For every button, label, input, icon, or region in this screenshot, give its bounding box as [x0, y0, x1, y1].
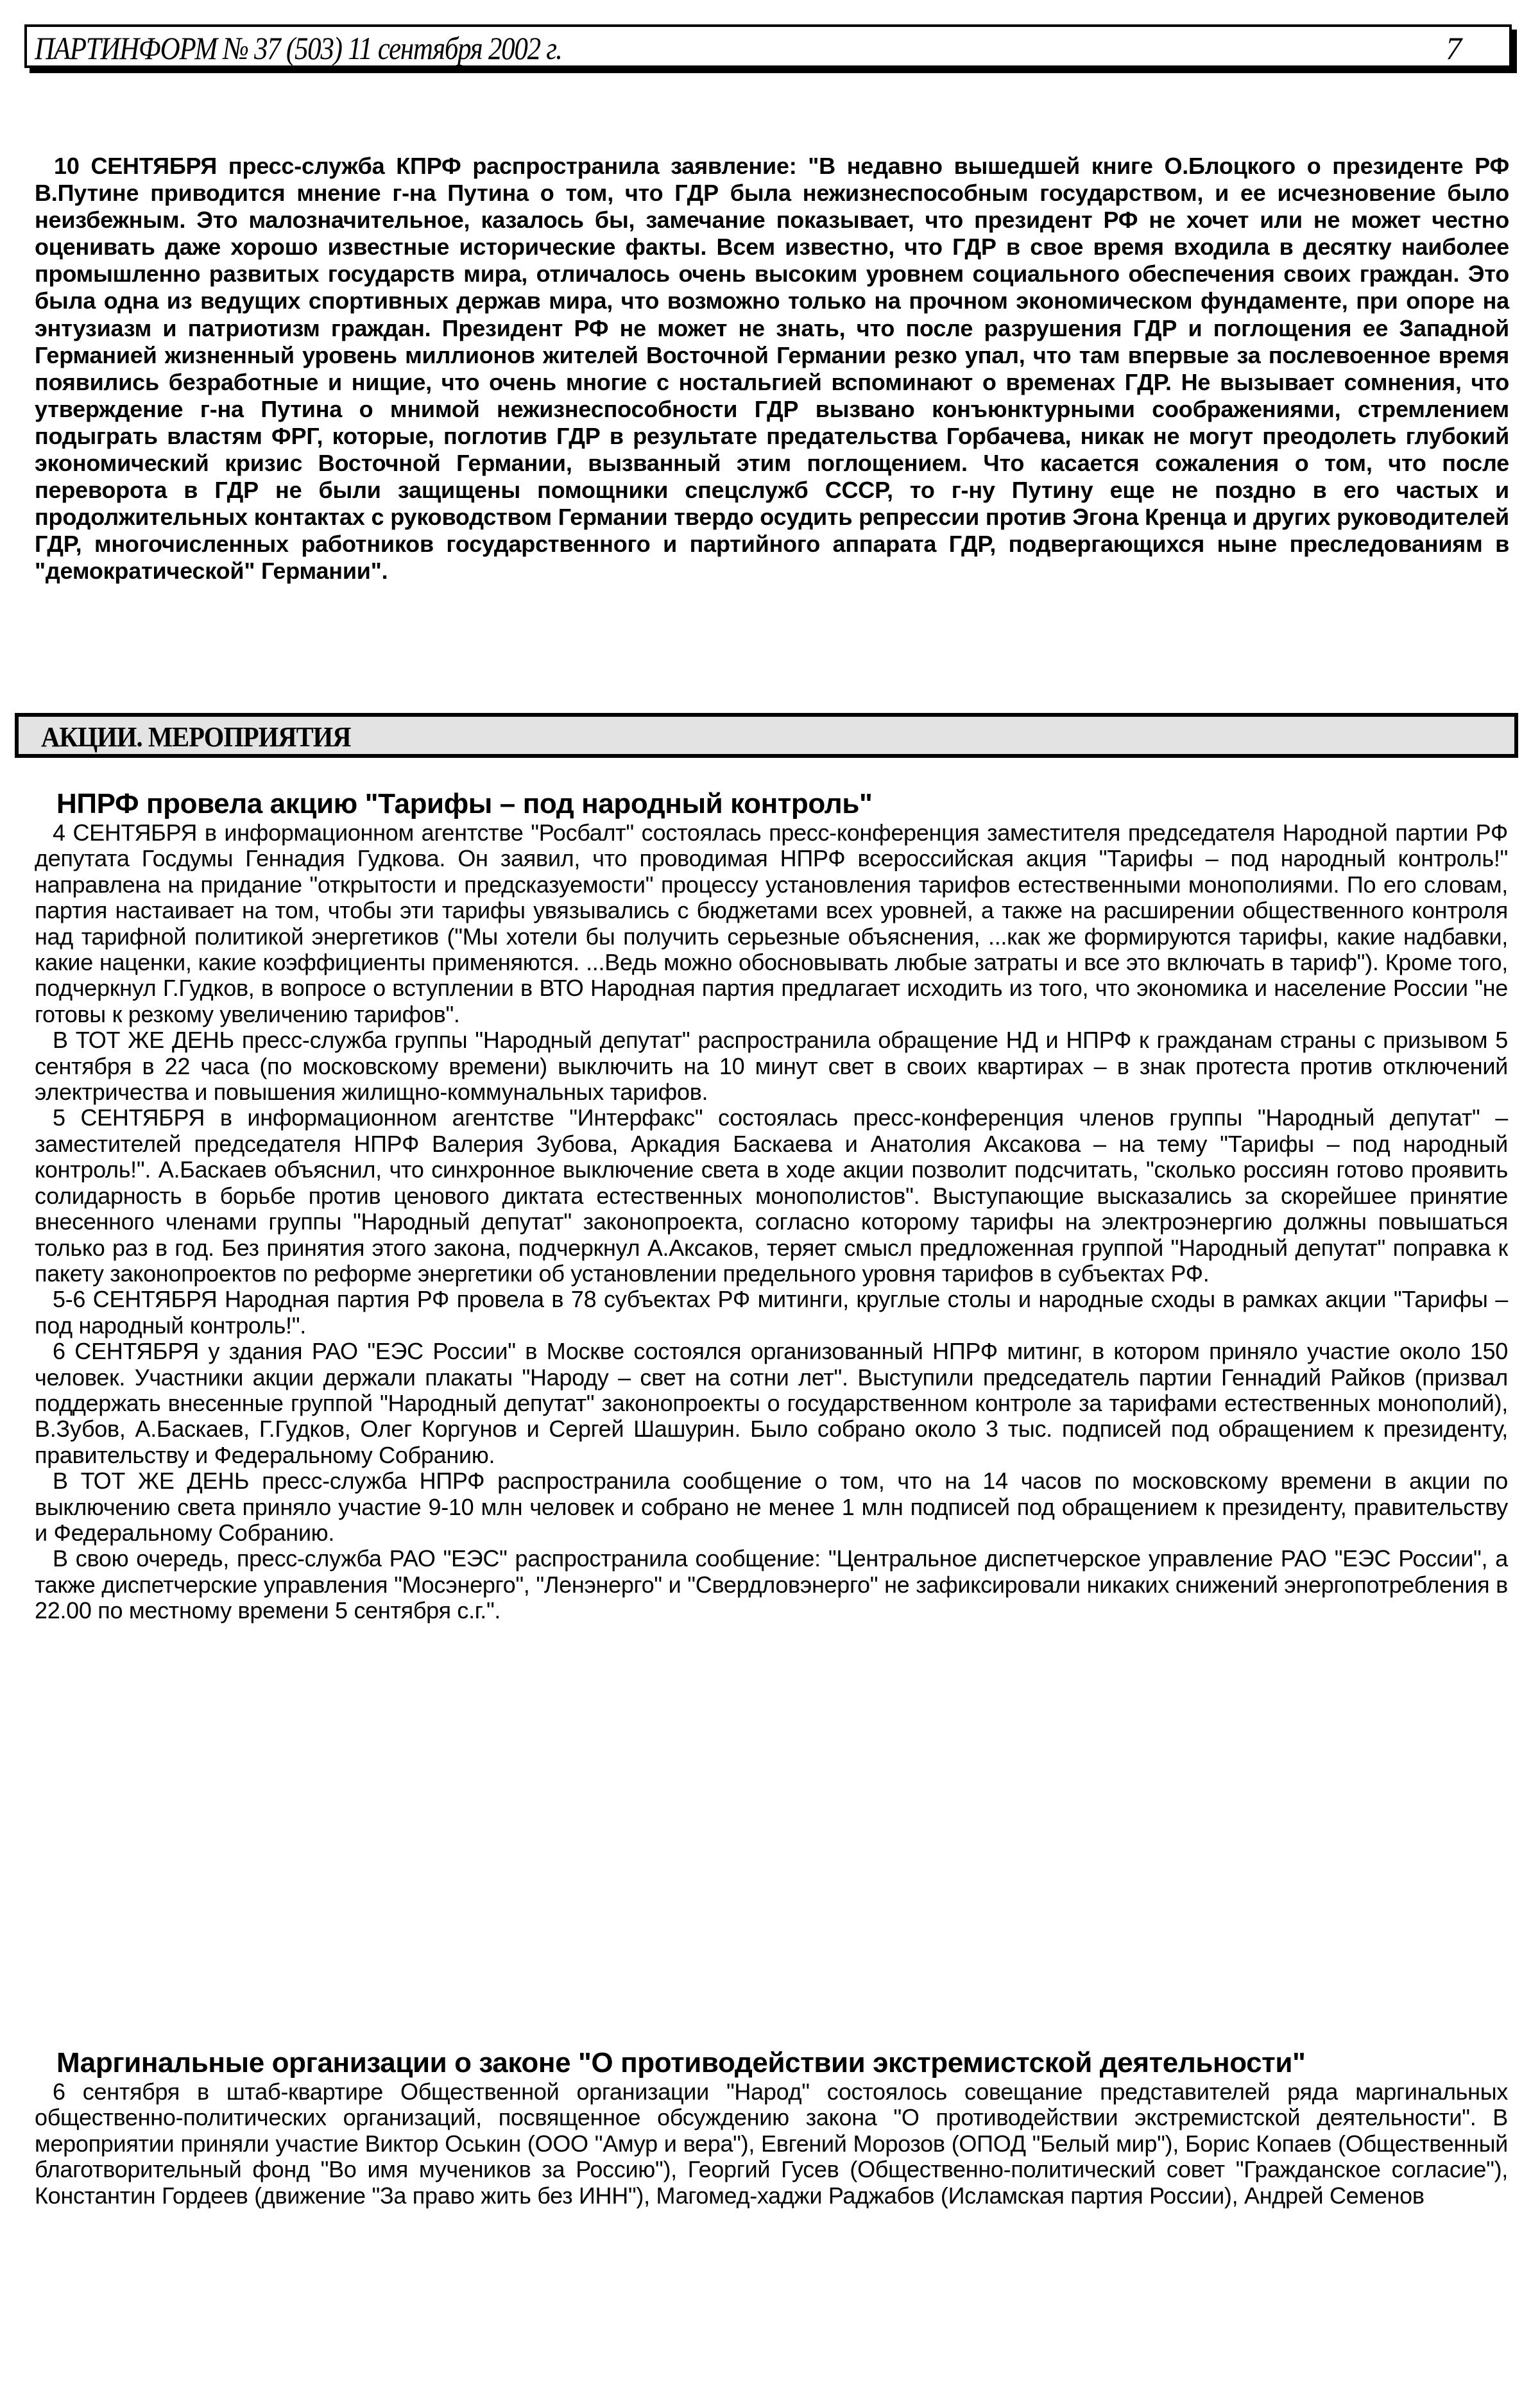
article-paragraph: 5 СЕНТЯБРЯ в информационном агентстве "Интерфакс" состоялась пресс-конференция членов группы "Народный депутат" – заместителей председателя НПРФ Валерия Зубова, Аркадия Баскаева и Анатолия Аксакова – на тему "Тарифы – под народный контроль!". А.Баскаев объяснил, что синхронное выключение света в ходе акции позволит подсчитать, "сколько россиян готово проявить солидарность в борьбе против ценового диктата естественных монополистов". Выступающие высказались за скорейшее принятие внесенного членами группы "Народный депутат" законопроекта, согласно которому тарифы на электроэнергию должны повышаться только раз в год. Без принятия этого закона, подчеркнул А.Аксаков, теряет смысл предложенная группой "Народный депутат" поправка к пакету законопроектов по реформе энергетики об установлении предельного уровня тарифов в субъектах РФ.	[35, 1104, 1508, 1287]
article-paragraph: В свою очередь, пресс-служба РАО "ЕЭС" распространила сообщение: "Центральное диспетчерское управление РАО "ЕЭС России", а также диспетчерские управления "Мосэнерго", "Ленэнерго" и "Свердловэнерго" не зафиксировали никаких снижений энергопотребления в 22.00 по местному времени 5 сентября с.г.".	[35, 1545, 1508, 1624]
article-paragraph: 6 СЕНТЯБРЯ у здания РАО "ЕЭС России" в Москве состоялся организованный НПРФ митинг, в котором приняло участие около 150 человек. Участники акции держали плакаты "Народу – свет на сотни лет". Выступили председатель партии Геннадий Райков (призвал поддержать внесенные группой "Народный депутат" законопроекты о государственном контроле за тарифами естественных монополий), В.Зубов, А.Баскаев, Г.Гудков, Олег Коргунов и Сергей Шашурин. Было собрано около 3 тыс. подписей под обращением к президенту, правительству и Федеральному Собранию.	[35, 1338, 1508, 1468]
article-paragraph: 4 СЕНТЯБРЯ в информационном агентстве "Росбалт" состоялась пресс-конференция заместителя председателя Народной партии РФ депутата Госдумы Геннадия Гудкова. Он заявил, что проводимая НПРФ всероссийская акция "Тарифы – под народный контроль!" направлена на придание "открытости и предсказуемости" процессу установления тарифов естественными монополиями. По его словам, партия настаивает на том, чтобы эти тарифы увязывались с бюджетами всех уровней, а также на расширении общественного контроля над тарифной политикой энергетиков ("Мы хотели бы получить серьезные объяснения, ...как же формируются тарифы, какие надбавки, какие наценки, какие коэффициенты применяются. ...Ведь можно обосновывать любые затраты и все это включать в тариф"). Кроме того, подчеркнул Г.Гудков, в вопросе о вступлении в ВТО Народная партия предлагает исходить из того, что экономика и население России "не готовы к резкому увеличению тарифов".	[35, 819, 1508, 1027]
article-paragraph: 6 сентября в штаб-квартире Общественной организации "Народ" состоялось совещание представителей ряда маргинальных общественно-политических организаций, посвященное обсуждению закона "О противодействии экстремистской деятельности". В мероприятии приняли участие Виктор Оськин (ООО "Амур и вера"), Евгений Морозов (ОПОД "Белый мир"), Борис Копаев (Общественный благотворительный фонд "Во имя мучеников за Россию"), Георгий Гусев (Общественно-политический совет "Гражданское согласие"), Константин Гордеев (движение "За право жить без ИНН"), Магомед-хаджи Раджабов (Исламская партия России), Андрей Семенов	[35, 2078, 1508, 2209]
page-header	[24, 24, 1512, 68]
section-heading: АКЦИИ. МЕРОПРИЯТИЯ	[41, 721, 351, 753]
page-number: 7	[1446, 30, 1462, 66]
article-headline: НПРФ провела акцию "Тарифы – под народный контроль"	[56, 788, 873, 819]
article-headline: Маргинальные организации о законе "О противодействии экстремистской деятельности"	[56, 2047, 1306, 2078]
lead-article: 10 СЕНТЯБРЯ пресс-служба КПРФ распространила заявление: "В недавно вышедшей книге О.Блоцкого о президенте РФ В.Путине приводится мнение г-на Путина о том, что ГДР была нежизнеспособным государством, и ее исчезновение было неизбежным. Это малозначительное, казалось бы, замечание показывает, что президент РФ не хочет или не может честно оценивать даже хорошо известные исторические факты. Всем известно, что ГДР в свое время входила в десятку наиболее промышленно развитых государств мира, отличалось очень высоким уровнем социального обеспечения своих граждан. Это была одна из ведущих спортивных держав мира, что возможно только на прочном экономическом фундаменте, при опоре на энтузиазм и патриотизм граждан. Президент РФ не может не знать, что после разрушения ГДР и поглощения ее Западной Германией жизненный уровень миллионов жителей Восточной Германии резко упал, что там впервые за послевоенное время появились безработные и нищие, что очень многие с ностальгией вспоминают о временах ГДР. Не вызывает сомнения, что утверждение г-на Путина о мнимой нежизнеспособности ГДР вызвано конъюнктурными соображениями, стремлением подыграть властям ФРГ, которые, поглотив ГДР в результате предательства Горбачева, никак не могут преодолеть глубокий экономический кризис Восточной Германии, вызванный этим поглощением. Что касается сожаления о том, что после переворота в ГДР не были защищены помощники спецслужб СССР, то г-ну Путину еще не поздно в его частых и продолжительных контактах с руководством Германии твердо осудить репрессии против Эгона Кренца и других руководителей ГДР, многочисленных работников государственного и партийного аппарата ГДР, подвергающихся ныне преследованиям в "демократической" Германии".	[35, 153, 1509, 585]
article-paragraph: В ТОТ ЖЕ ДЕНЬ пресс-служба НПРФ распространила сообщение о том, что на 14 часов по московскому времени в акции по выключению света приняло участие 9-10 млн человек и собрано не менее 1 млн подписей под обращением к президенту, правительству и Федеральному Собранию.	[35, 1468, 1508, 1546]
article-paragraph: В ТОТ ЖЕ ДЕНЬ пресс-служба группы "Народный депутат" распространила обращение НД и НПРФ к гражданам страны с призывом 5 сентября в 22 часа (по московскому времени) выключить на 10 минут свет в своих квартирах – в знак протеста против отключений электричества и повышения жилищно-коммунальных тарифов.	[35, 1027, 1508, 1106]
publication-title: ПАРТИНФОРМ № 37 (503) 11 сентября 2002 г.	[35, 30, 562, 66]
article-paragraph: 5-6 СЕНТЯБРЯ Народная партия РФ провела в 78 субъектах РФ митинги, круглые столы и народные сходы в рамках акции "Тарифы – под народный контроль!".	[35, 1286, 1508, 1339]
article-tariffs	[35, 788, 1508, 1624]
article-extremism-law	[35, 2047, 1508, 2209]
